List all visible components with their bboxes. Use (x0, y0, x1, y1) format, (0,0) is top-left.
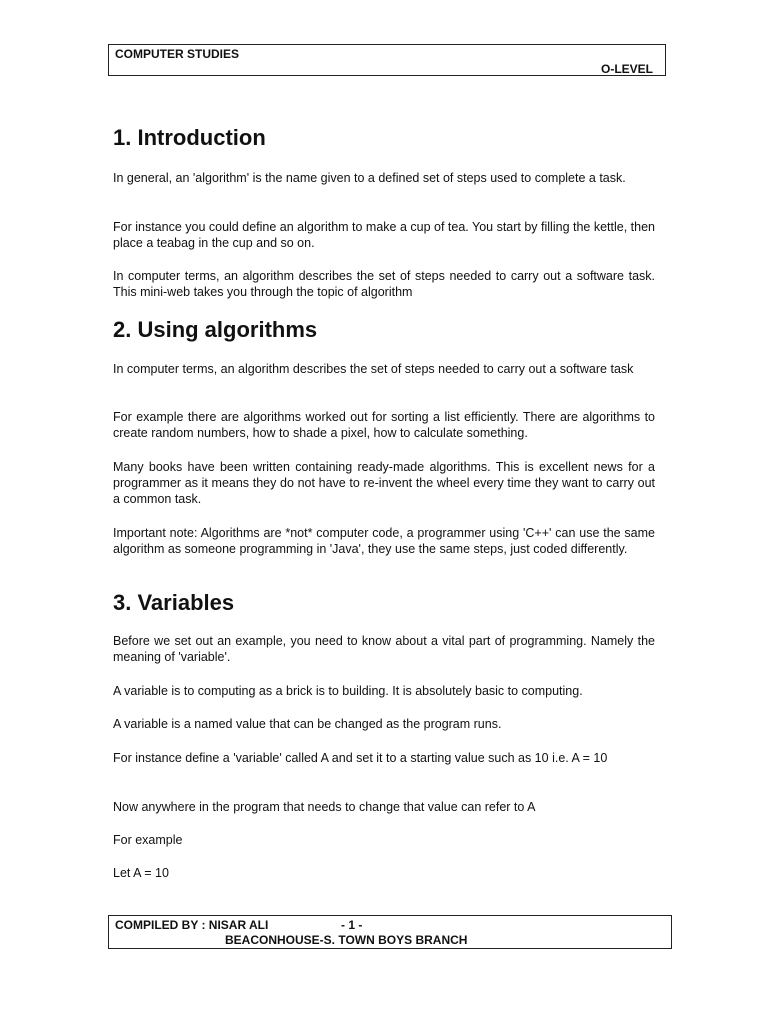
section-heading-using-algorithms: 2. Using algorithms (113, 317, 318, 342)
paragraph: Before we set out an example, you need to know about a vital part of programming. Namely the meaning of 'variable'. (113, 634, 655, 664)
paragraph: Let A = 10 (113, 866, 169, 880)
paragraph: Important note: Algorithms are *not* computer code, a programmer using 'C++' can use the same algorithm as someone programming in 'Java', they use the same steps, just coded differently. (113, 526, 655, 556)
paragraph: In general, an 'algorithm' is the name given to a defined set of steps used to complete a task. (113, 171, 626, 185)
page-header (108, 44, 666, 76)
paragraph: In computer terms, an algorithm describes the set of steps needed to carry out a software task (113, 362, 634, 376)
page-footer (108, 915, 672, 949)
paragraph: Now anywhere in the program that needs to change that value can refer to A (113, 800, 536, 814)
section-heading-introduction: 1. Introduction (113, 125, 266, 150)
paragraph: Many books have been written containing ready-made algorithms. This is excellent news for a programmer as it means they do not have to re-invent the wheel every time they want to carry out a common task. (113, 460, 655, 506)
paragraph: For example there are algorithms worked out for sorting a list efficiently. There are algorithms to create random numbers, how to shade a pixel, how to calculate something. (113, 410, 655, 440)
page-number: - 1 - (341, 918, 363, 932)
footer-branch: BEACONHOUSE-S. TOWN BOYS BRANCH (225, 933, 468, 947)
paragraph: A variable is to computing as a brick is to building. It is absolutely basic to computing. (113, 684, 583, 698)
paragraph: In computer terms, an algorithm describes the set of steps needed to carry out a software task. This mini-web takes you through the topic of algorithm (113, 269, 655, 299)
header-level: O-LEVEL (600, 62, 653, 76)
footer-compiled-by: COMPILED BY : NISAR ALI (115, 918, 269, 932)
paragraph: For instance you could define an algorithm to make a cup of tea. You start by filling the kettle, then place a teabag in the cup and so on. (113, 220, 655, 250)
paragraph: A variable is a named value that can be changed as the program runs. (113, 717, 502, 731)
paragraph: For instance define a 'variable' called A and set it to a starting value such as 10 i.e. A = 10 (113, 751, 608, 765)
header-subject: COMPUTER STUDIES (115, 47, 240, 61)
paragraph: For example (113, 833, 183, 847)
section-heading-variables: 3. Variables (113, 590, 235, 615)
